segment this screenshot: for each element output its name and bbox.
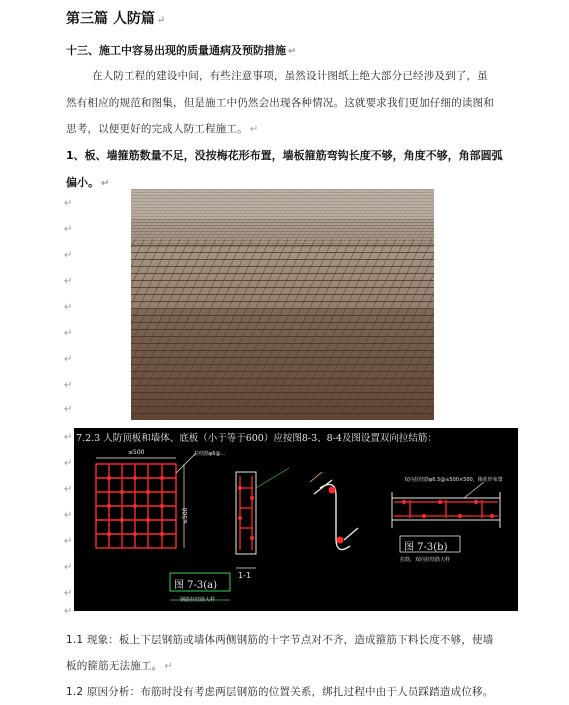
drawing-header: 7.2.3 人防顶板和墙体、底板（小于等于600）应按图8-3、8-4及图设置双向拉结筋： <box>76 433 437 444</box>
page-title: 第三篇 人防篇 ↵ <box>66 11 166 27</box>
intro-line-3: 思考，以便更好的完成人防工程施工。 ↵ <box>66 123 259 135</box>
cad-detail-drawing <box>74 428 518 611</box>
paragraph-mark: ↵ <box>64 458 73 469</box>
paragraph-mark: ↵ <box>64 484 73 495</box>
figure-label-a: 图 7-3(a) <box>174 580 218 591</box>
paragraph-mark: ↵ <box>64 276 73 287</box>
paragraph-mark: ↵ <box>64 404 73 415</box>
paragraph-mark: ↵ <box>64 606 73 617</box>
tie-bar-spec-note: 双向拉结筋φ6.5@≤500×500，梅花形布置 <box>404 477 503 483</box>
section-label: 1-1 <box>238 571 252 580</box>
tie-bar-note: 拉结筋φ6@... <box>194 451 226 457</box>
intro-line-2: 然有相应的规范和图集，但是施工中仍然会出现各种情况。这就要求我们更加仔细的读图和 <box>66 97 494 109</box>
paragraph-mark: ↵ <box>64 224 73 235</box>
paragraph-mark: ↵ <box>64 510 73 521</box>
item1-heading-line-2: 偏小。 ↵ <box>66 176 110 189</box>
footer-line-2: 板的箍筋无法施工。 ↵ <box>66 660 173 672</box>
item1-heading-line-1: 1、板、墙箍筋数量不足，没按梅花形布置，墙板箍筋弯钩长度不够，角度不够，角部圆弧 <box>66 149 503 162</box>
paragraph-mark: ↵ <box>64 588 73 599</box>
footer-line-3: 1.2 原因分析：布筋时没有考虑两层钢筋的位置关系，绑扎过程中由于人员踩踏造成位移。 <box>66 686 494 698</box>
intro-line-1: 在人防工程的建设中间，有些注意事项，虽然设计图纸上绝大部分已经涉及到了，虽 <box>92 70 488 82</box>
paragraph-mark: ↵ <box>64 562 73 573</box>
paragraph-mark: ↵ <box>64 432 73 443</box>
figure-caption-a: 钢筋拉结筋大样 <box>180 597 216 603</box>
figure-caption-b: 拉筋，双向拉结筋大样 <box>400 557 451 563</box>
dimension-label-side: ≤500 <box>182 507 189 524</box>
paragraph-mark: ↵ <box>64 302 73 313</box>
paragraph-mark: ↵ <box>64 198 73 209</box>
paragraph-mark: ↵ <box>64 354 73 365</box>
dimension-label-top: ≤500 <box>128 449 145 456</box>
footer-line-1: 1.1 现象：板上下层钢筋或墙体两侧钢筋的十字节点对不齐，造成箍筋下料长度不够，使墙 <box>66 634 494 646</box>
paragraph-mark: ↵ <box>64 380 73 391</box>
paragraph-mark: ↵ <box>64 328 73 339</box>
figure-label-b: 图 7-3(b) <box>404 542 448 553</box>
paragraph-mark: ↵ <box>64 250 73 261</box>
paragraph-mark: ↵ <box>64 536 73 547</box>
rebar-mesh-photo <box>131 189 434 420</box>
section-heading: 十三、施工中容易出现的质量通病及预防措施 ↵ <box>66 44 297 57</box>
